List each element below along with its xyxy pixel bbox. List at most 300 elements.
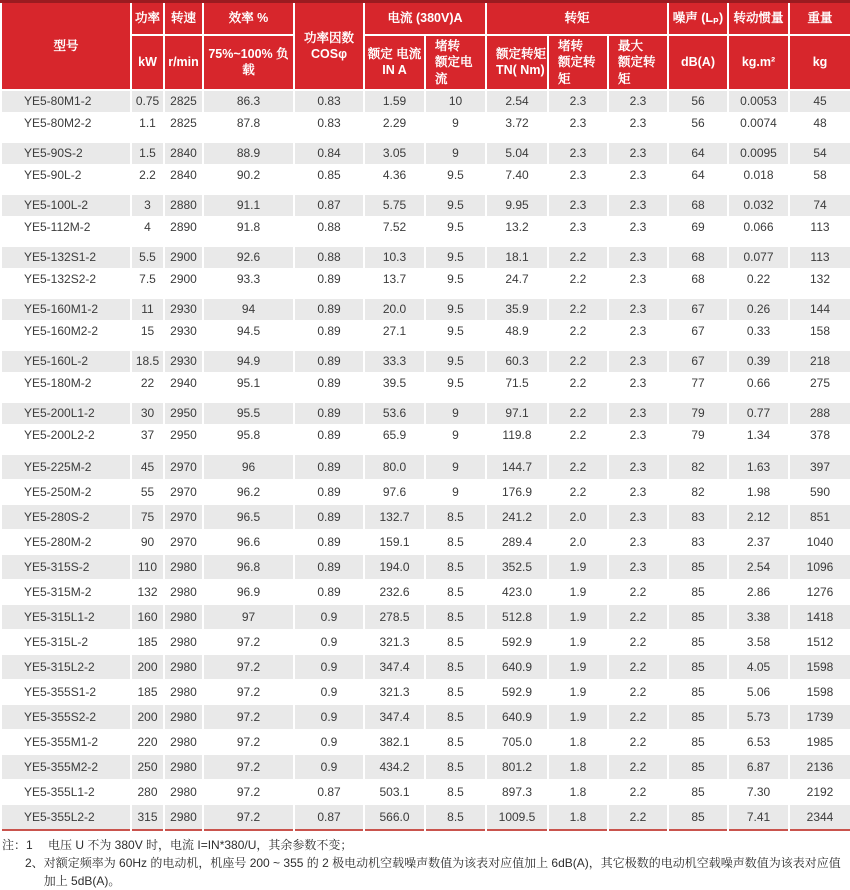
cell-efficiency: 97.2 [203, 654, 294, 679]
table-header [1, 2, 850, 90]
cell-speed-rpm: 2970 [164, 479, 203, 504]
cell-noise-db: 85 [668, 754, 728, 779]
col-subheader-rated-current [364, 35, 425, 90]
cell-max-to-rated-torque: 2.3 [608, 247, 668, 269]
cell-rated-current: 321.3 [364, 629, 425, 654]
cell-power-factor: 0.85 [294, 164, 364, 186]
cell-rated-current: 97.6 [364, 479, 425, 504]
cell-power-kw: 7.5 [131, 268, 164, 290]
cell-locked-to-rated-torque: 2.2 [548, 320, 608, 342]
cell-inertia: 0.26 [728, 299, 789, 321]
cell-noise-db: 79 [668, 424, 728, 446]
cell-weight-kg: 113 [789, 216, 850, 238]
cell-locked-to-rated-current: 9 [425, 479, 486, 504]
cell-locked-to-rated-torque: 1.9 [548, 629, 608, 654]
cell-rated-torque: 640.9 [486, 654, 548, 679]
cell-inertia: 0.0095 [728, 143, 789, 165]
cell-power-factor: 0.9 [294, 629, 364, 654]
cell-locked-to-rated-current: 9 [425, 112, 486, 134]
cell-speed-rpm: 2980 [164, 579, 203, 604]
footnote-1-text: 电压 U 不为 380V 时，电流 I=IN*380/U，其余参数不变； [48, 837, 353, 852]
cell-max-to-rated-torque: 2.2 [608, 679, 668, 704]
cell-locked-to-rated-torque: 2.2 [548, 247, 608, 269]
cell-rated-current: 53.6 [364, 403, 425, 425]
cell-noise-db: 83 [668, 529, 728, 554]
cell-power-factor: 0.89 [294, 268, 364, 290]
cell-efficiency: 96.9 [203, 579, 294, 604]
cell-inertia: 2.12 [728, 504, 789, 529]
cell-locked-to-rated-current: 9 [425, 403, 486, 425]
cell-locked-to-rated-torque: 2.2 [548, 299, 608, 321]
cell-locked-to-rated-torque: 1.9 [548, 554, 608, 579]
cell-max-to-rated-torque: 2.3 [608, 299, 668, 321]
table-row [1, 351, 850, 373]
cell-locked-to-rated-current: 9.5 [425, 164, 486, 186]
cell-weight-kg: 2136 [789, 754, 850, 779]
cell-rated-torque: 60.3 [486, 351, 548, 373]
cell-power-factor: 0.9 [294, 604, 364, 629]
col-header-power: 功率 [131, 2, 164, 36]
footnote-2 [2, 854, 846, 890]
cell-max-to-rated-torque: 2.3 [608, 351, 668, 373]
cell-inertia: 0.39 [728, 351, 789, 373]
cell-power-factor: 0.9 [294, 729, 364, 754]
cell-max-to-rated-torque: 2.2 [608, 804, 668, 830]
cell-speed-rpm: 2980 [164, 779, 203, 804]
cell-rated-torque: 9.95 [486, 195, 548, 217]
max-torque-label-line1: 最大 [618, 39, 644, 53]
row-group-spacer [1, 342, 850, 351]
cell-noise-db: 68 [668, 195, 728, 217]
cell-power-factor: 0.87 [294, 804, 364, 830]
cell-speed-rpm: 2890 [164, 216, 203, 238]
cell-efficiency: 87.8 [203, 112, 294, 134]
cell-speed-rpm: 2950 [164, 424, 203, 446]
cell-efficiency: 91.8 [203, 216, 294, 238]
cell-rated-current: 65.9 [364, 424, 425, 446]
cell-rated-current: 13.7 [364, 268, 425, 290]
cell-locked-to-rated-torque: 2.2 [548, 351, 608, 373]
cell-efficiency: 95.1 [203, 372, 294, 394]
cell-speed-rpm: 2930 [164, 320, 203, 342]
cell-locked-to-rated-torque: 2.2 [548, 479, 608, 504]
cell-model: YE5-100L-2 [1, 195, 131, 217]
col-header-inertia: 转动惯量 [728, 2, 789, 36]
cell-power-kw: 185 [131, 679, 164, 704]
cell-locked-to-rated-current: 8.5 [425, 504, 486, 529]
cell-speed-rpm: 2980 [164, 804, 203, 830]
col-subheader-kg: kg [789, 35, 850, 90]
cell-inertia: 0.077 [728, 247, 789, 269]
cell-locked-to-rated-torque: 2.2 [548, 455, 608, 480]
cell-speed-rpm: 2970 [164, 455, 203, 480]
cell-locked-to-rated-torque: 1.9 [548, 704, 608, 729]
cell-locked-to-rated-torque: 2.3 [548, 164, 608, 186]
cell-inertia: 0.0074 [728, 112, 789, 134]
cell-efficiency: 97.2 [203, 754, 294, 779]
cell-model: YE5-225M-2 [1, 455, 131, 480]
cell-locked-to-rated-torque: 2.3 [548, 195, 608, 217]
power-factor-label-line2: COSφ [310, 46, 348, 61]
cell-speed-rpm: 2950 [164, 403, 203, 425]
cell-max-to-rated-torque: 2.3 [608, 455, 668, 480]
rated-current-label-line1: 额定 电流 [367, 47, 422, 62]
cell-rated-current: 20.0 [364, 299, 425, 321]
cell-locked-to-rated-current: 9.5 [425, 372, 486, 394]
cell-model: YE5-180M-2 [1, 372, 131, 394]
cell-inertia: 0.032 [728, 195, 789, 217]
cell-rated-torque: 512.8 [486, 604, 548, 629]
cell-power-factor: 0.9 [294, 754, 364, 779]
cell-rated-current: 39.5 [364, 372, 425, 394]
cell-efficiency: 93.3 [203, 268, 294, 290]
table-row [1, 804, 850, 830]
col-header-power-factor [294, 2, 364, 90]
cell-speed-rpm: 2900 [164, 268, 203, 290]
cell-locked-to-rated-torque: 2.3 [548, 90, 608, 113]
table-row [1, 320, 850, 342]
cell-efficiency: 88.9 [203, 143, 294, 165]
col-subheader-load-range: 75%~100% 负载 [203, 35, 294, 90]
cell-locked-to-rated-torque: 2.2 [548, 372, 608, 394]
cell-power-factor: 0.89 [294, 529, 364, 554]
table-row [1, 112, 850, 134]
cell-rated-current: 347.4 [364, 704, 425, 729]
cell-rated-torque: 352.5 [486, 554, 548, 579]
footnote-2-text: 对额定频率为 60Hz 的电动机，机座号 200 ~ 355 的 2 极电动机空载噪声数值为该表对应值加上 6dB(A)，其它极数的电动机空载噪声数值为该表对应值加上 5dB(A)。 [43, 855, 841, 888]
cell-power-kw: 55 [131, 479, 164, 504]
table-row [1, 704, 850, 729]
cell-max-to-rated-torque: 2.3 [608, 164, 668, 186]
cell-power-factor: 0.89 [294, 372, 364, 394]
cell-power-kw: 315 [131, 804, 164, 830]
cell-weight-kg: 1418 [789, 604, 850, 629]
cell-power-factor: 0.89 [294, 455, 364, 480]
cell-rated-current: 159.1 [364, 529, 425, 554]
cell-rated-current: 321.3 [364, 679, 425, 704]
cell-efficiency: 96.8 [203, 554, 294, 579]
table-row [1, 299, 850, 321]
cell-weight-kg: 1598 [789, 679, 850, 704]
locked-torque-label-line1: 堵转 [558, 39, 584, 53]
cell-efficiency: 92.6 [203, 247, 294, 269]
cell-power-kw: 15 [131, 320, 164, 342]
cell-max-to-rated-torque: 2.3 [608, 195, 668, 217]
cell-noise-db: 69 [668, 216, 728, 238]
cell-rated-current: 232.6 [364, 579, 425, 604]
cell-power-kw: 200 [131, 654, 164, 679]
cell-rated-current: 7.52 [364, 216, 425, 238]
cell-noise-db: 79 [668, 403, 728, 425]
table-row [1, 403, 850, 425]
cell-weight-kg: 2192 [789, 779, 850, 804]
cell-weight-kg: 113 [789, 247, 850, 269]
cell-rated-current: 132.7 [364, 504, 425, 529]
cell-noise-db: 67 [668, 351, 728, 373]
cell-max-to-rated-torque: 2.2 [608, 579, 668, 604]
col-header-noise: 噪声 (Lₚ) [668, 2, 728, 36]
cell-noise-db: 56 [668, 112, 728, 134]
row-group-spacer [1, 394, 850, 403]
cell-power-kw: 200 [131, 704, 164, 729]
locked-current-label-line2: 额定电流 [435, 55, 473, 86]
cell-speed-rpm: 2930 [164, 351, 203, 373]
cell-rated-current: 27.1 [364, 320, 425, 342]
cell-rated-torque: 423.0 [486, 579, 548, 604]
cell-locked-to-rated-current: 8.5 [425, 704, 486, 729]
cell-locked-to-rated-current: 8.5 [425, 729, 486, 754]
cell-rated-torque: 144.7 [486, 455, 548, 480]
cell-inertia: 3.38 [728, 604, 789, 629]
cell-max-to-rated-torque: 2.3 [608, 320, 668, 342]
cell-rated-torque: 801.2 [486, 754, 548, 779]
row-group-spacer [1, 446, 850, 455]
cell-power-kw: 11 [131, 299, 164, 321]
cell-locked-to-rated-current: 9.5 [425, 268, 486, 290]
cell-rated-current: 278.5 [364, 604, 425, 629]
cell-efficiency: 91.1 [203, 195, 294, 217]
cell-efficiency: 97.2 [203, 779, 294, 804]
cell-model: YE5-355S1-2 [1, 679, 131, 704]
cell-noise-db: 77 [668, 372, 728, 394]
cell-model: YE5-200L2-2 [1, 424, 131, 446]
table-row [1, 779, 850, 804]
cell-rated-torque: 71.5 [486, 372, 548, 394]
table-row [1, 216, 850, 238]
cell-inertia: 5.06 [728, 679, 789, 704]
col-subheader-kgm2: kg.m² [728, 35, 789, 90]
cell-locked-to-rated-current: 8.5 [425, 754, 486, 779]
cell-inertia: 6.53 [728, 729, 789, 754]
cell-efficiency: 95.5 [203, 403, 294, 425]
cell-noise-db: 85 [668, 629, 728, 654]
cell-rated-torque: 18.1 [486, 247, 548, 269]
col-subheader-db: dB(A) [668, 35, 728, 90]
cell-power-factor: 0.89 [294, 424, 364, 446]
cell-max-to-rated-torque: 2.2 [608, 779, 668, 804]
cell-model: YE5-160M2-2 [1, 320, 131, 342]
cell-model: YE5-355L2-2 [1, 804, 131, 830]
cell-locked-to-rated-current: 9.5 [425, 320, 486, 342]
cell-noise-db: 64 [668, 164, 728, 186]
cell-rated-current: 4.36 [364, 164, 425, 186]
table-row [1, 504, 850, 529]
cell-locked-to-rated-current: 8.5 [425, 654, 486, 679]
cell-weight-kg: 2344 [789, 804, 850, 830]
cell-inertia: 7.41 [728, 804, 789, 830]
cell-efficiency: 97.2 [203, 804, 294, 830]
cell-model: YE5-315L2-2 [1, 654, 131, 679]
cell-weight-kg: 1739 [789, 704, 850, 729]
cell-locked-to-rated-current: 9.5 [425, 299, 486, 321]
table-row [1, 529, 850, 554]
cell-inertia: 1.63 [728, 455, 789, 480]
cell-weight-kg: 1512 [789, 629, 850, 654]
cell-noise-db: 82 [668, 455, 728, 480]
table-row [1, 754, 850, 779]
cell-power-kw: 45 [131, 455, 164, 480]
cell-rated-current: 566.0 [364, 804, 425, 830]
cell-power-factor: 0.89 [294, 403, 364, 425]
table-row [1, 143, 850, 165]
cell-model: YE5-112M-2 [1, 216, 131, 238]
cell-locked-to-rated-torque: 2.0 [548, 529, 608, 554]
cell-power-kw: 1.5 [131, 143, 164, 165]
cell-noise-db: 85 [668, 779, 728, 804]
row-group-spacer [1, 186, 850, 195]
table-row [1, 479, 850, 504]
cell-noise-db: 85 [668, 704, 728, 729]
cell-rated-torque: 1009.5 [486, 804, 548, 830]
cell-model: YE5-355M2-2 [1, 754, 131, 779]
cell-efficiency: 97.2 [203, 679, 294, 704]
cell-inertia: 2.54 [728, 554, 789, 579]
cell-power-kw: 18.5 [131, 351, 164, 373]
table-row [1, 455, 850, 480]
cell-weight-kg: 1985 [789, 729, 850, 754]
cell-inertia: 0.066 [728, 216, 789, 238]
cell-rated-torque: 176.9 [486, 479, 548, 504]
cell-speed-rpm: 2970 [164, 529, 203, 554]
cell-speed-rpm: 2930 [164, 299, 203, 321]
table-row [1, 90, 850, 113]
cell-rated-torque: 2.54 [486, 90, 548, 113]
table-row [1, 629, 850, 654]
cell-efficiency: 96 [203, 455, 294, 480]
cell-locked-to-rated-torque: 2.2 [548, 424, 608, 446]
cell-speed-rpm: 2825 [164, 90, 203, 113]
cell-weight-kg: 54 [789, 143, 850, 165]
cell-speed-rpm: 2980 [164, 629, 203, 654]
cell-max-to-rated-torque: 2.2 [608, 654, 668, 679]
cell-power-factor: 0.89 [294, 479, 364, 504]
cell-rated-current: 3.05 [364, 143, 425, 165]
table-row [1, 729, 850, 754]
cell-rated-current: 434.2 [364, 754, 425, 779]
col-header-efficiency: 效率 % [203, 2, 294, 36]
cell-locked-to-rated-current: 9 [425, 143, 486, 165]
cell-model: YE5-90L-2 [1, 164, 131, 186]
cell-rated-torque: 7.40 [486, 164, 548, 186]
cell-rated-current: 1.59 [364, 90, 425, 113]
cell-weight-kg: 74 [789, 195, 850, 217]
cell-model: YE5-315L-2 [1, 629, 131, 654]
cell-inertia: 1.98 [728, 479, 789, 504]
cell-locked-to-rated-torque: 2.0 [548, 504, 608, 529]
cell-noise-db: 83 [668, 504, 728, 529]
row-group-spacer [1, 290, 850, 299]
cell-power-kw: 90 [131, 529, 164, 554]
table-row [1, 424, 850, 446]
cell-inertia: 0.33 [728, 320, 789, 342]
cell-max-to-rated-torque: 2.3 [608, 372, 668, 394]
table-row [1, 195, 850, 217]
cell-power-factor: 0.87 [294, 779, 364, 804]
cell-model: YE5-90S-2 [1, 143, 131, 165]
table-body [1, 90, 850, 830]
cell-inertia: 7.30 [728, 779, 789, 804]
cell-model: YE5-315L1-2 [1, 604, 131, 629]
locked-torque-label-line2: 额定转矩 [558, 55, 596, 86]
cell-weight-kg: 1096 [789, 554, 850, 579]
row-group-spacer [1, 238, 850, 247]
cell-power-factor: 0.84 [294, 143, 364, 165]
table-row [1, 247, 850, 269]
cell-inertia: 5.73 [728, 704, 789, 729]
cell-efficiency: 97.2 [203, 729, 294, 754]
cell-max-to-rated-torque: 2.3 [608, 112, 668, 134]
cell-speed-rpm: 2970 [164, 504, 203, 529]
cell-rated-torque: 119.8 [486, 424, 548, 446]
cell-power-kw: 185 [131, 629, 164, 654]
power-factor-label-line1: 功率因数 [303, 30, 354, 45]
cell-rated-torque: 3.72 [486, 112, 548, 134]
table-row [1, 679, 850, 704]
max-torque-label-line2: 额定转矩 [618, 55, 656, 86]
cell-locked-to-rated-torque: 1.9 [548, 579, 608, 604]
cell-max-to-rated-torque: 2.3 [608, 479, 668, 504]
cell-max-to-rated-torque: 2.2 [608, 604, 668, 629]
cell-inertia: 0.018 [728, 164, 789, 186]
col-header-speed: 转速 [164, 2, 203, 36]
cell-speed-rpm: 2980 [164, 679, 203, 704]
table-row [1, 372, 850, 394]
cell-weight-kg: 58 [789, 164, 850, 186]
cell-max-to-rated-torque: 2.3 [608, 504, 668, 529]
cell-power-kw: 1.1 [131, 112, 164, 134]
rated-current-label-line2: IN A [382, 63, 407, 78]
cell-weight-kg: 590 [789, 479, 850, 504]
col-header-torque-group: 转矩 [486, 2, 668, 36]
cell-noise-db: 82 [668, 479, 728, 504]
cell-rated-current: 347.4 [364, 654, 425, 679]
cell-weight-kg: 48 [789, 112, 850, 134]
cell-locked-to-rated-current: 9 [425, 455, 486, 480]
cell-model: YE5-280M-2 [1, 529, 131, 554]
cell-rated-torque: 97.1 [486, 403, 548, 425]
cell-locked-to-rated-torque: 1.8 [548, 779, 608, 804]
cell-rated-torque: 640.9 [486, 704, 548, 729]
col-header-model: 型号 [1, 2, 131, 90]
footnotes [0, 831, 850, 890]
cell-efficiency: 97 [203, 604, 294, 629]
cell-noise-db: 85 [668, 654, 728, 679]
cell-locked-to-rated-current: 9.5 [425, 351, 486, 373]
cell-rated-torque: 289.4 [486, 529, 548, 554]
cell-model: YE5-160M1-2 [1, 299, 131, 321]
cell-power-kw: 3 [131, 195, 164, 217]
cell-noise-db: 67 [668, 299, 728, 321]
cell-locked-to-rated-torque: 2.3 [548, 112, 608, 134]
cell-inertia: 3.58 [728, 629, 789, 654]
cell-speed-rpm: 2980 [164, 729, 203, 754]
cell-efficiency: 86.3 [203, 90, 294, 113]
cell-locked-to-rated-torque: 1.9 [548, 679, 608, 704]
cell-model: YE5-315S-2 [1, 554, 131, 579]
cell-power-kw: 30 [131, 403, 164, 425]
cell-noise-db: 67 [668, 320, 728, 342]
table-row [1, 164, 850, 186]
cell-noise-db: 85 [668, 604, 728, 629]
cell-efficiency: 97.2 [203, 704, 294, 729]
cell-inertia: 2.86 [728, 579, 789, 604]
cell-power-factor: 0.89 [294, 299, 364, 321]
cell-speed-rpm: 2840 [164, 164, 203, 186]
cell-rated-torque: 592.9 [486, 629, 548, 654]
cell-weight-kg: 288 [789, 403, 850, 425]
cell-power-factor: 0.87 [294, 195, 364, 217]
col-subheader-rated-torque [486, 35, 548, 90]
